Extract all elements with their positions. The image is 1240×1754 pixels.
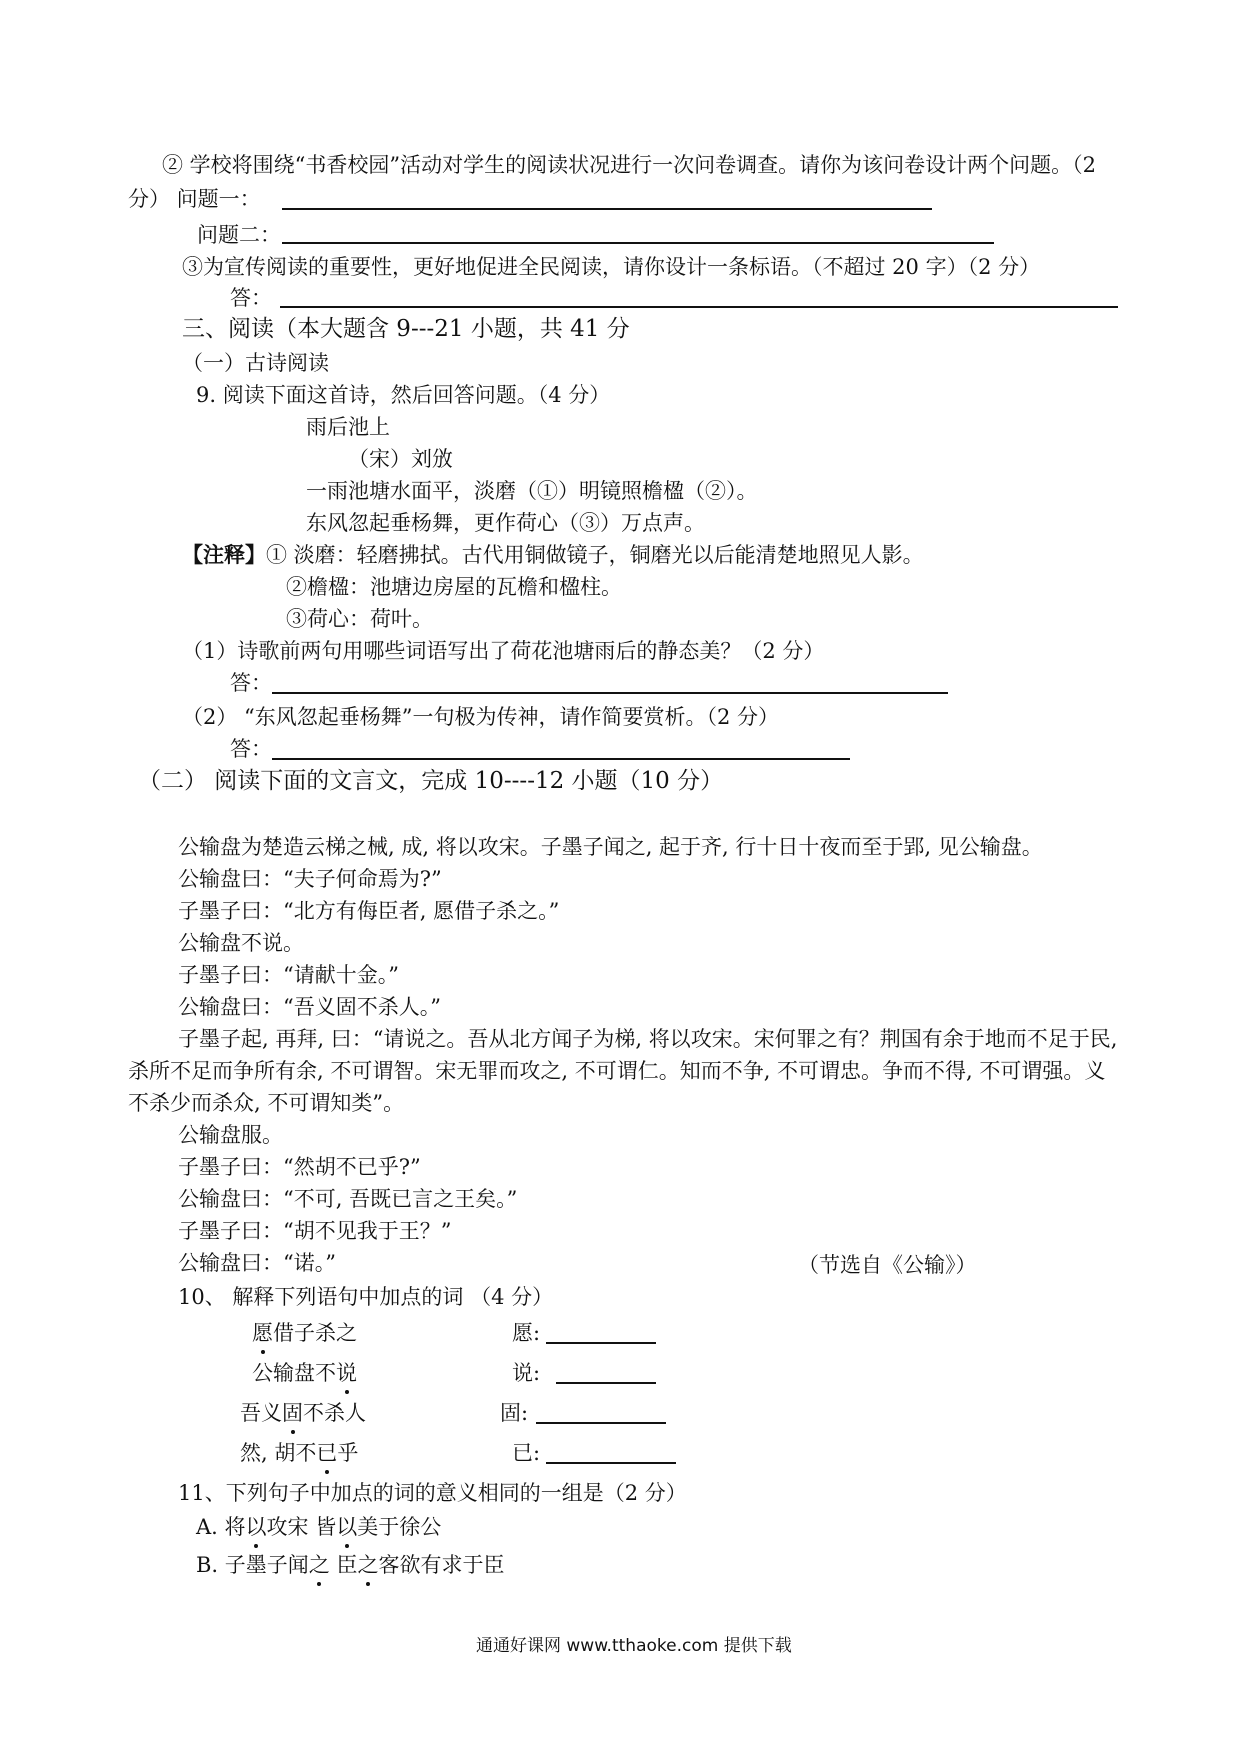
q11-a-post: 美于徐公 (357, 1515, 442, 1539)
q11-a-dotted-word-1: 以 (246, 1512, 267, 1542)
question-9-1-answer-label: 答： (230, 671, 272, 695)
poem-line-2: 东风忽起垂杨舞，更作荷心（③）万点声。 (306, 511, 705, 535)
passage-p6: 公输盘曰：“吾义固不杀人。” (178, 995, 441, 1019)
passage-p3: 子墨子曰：“北方有侮臣者, 愿借子杀之。” (178, 899, 560, 923)
question-2-line2: 分） 问题一： (128, 187, 261, 211)
passage-p4: 公输盘不说。 (178, 931, 304, 955)
answer-line-q2 (282, 242, 994, 244)
q10-item-3-dotted-word: 固 (282, 1398, 303, 1428)
q11-b-post: 客欲有求于臣 (378, 1553, 505, 1577)
q10-item-1-dotted-word: 愿 (252, 1318, 273, 1348)
question-3: ③为宣传阅读的重要性，更好地促进全民阅读，请你设计一条标语。（不超过 20 字）（2 分） (182, 255, 1041, 279)
answer-line-q1 (282, 208, 932, 210)
passage-p7-line1: 子墨子起, 再拜, 曰：“请说之。吾从北方闻子为梯, 将以攻宋。宋何罪之有？荆国有余于地而不足于民, (178, 1027, 1118, 1051)
passage-p7-line3: 不杀少而杀众, 不可谓知类”。 (128, 1091, 405, 1115)
q11-option-a (196, 1512, 441, 1542)
part-1-heading: （一）古诗阅读 (182, 351, 329, 375)
q10-item-4-pre: 然, 胡不 (240, 1441, 317, 1465)
passage-p12: 公输盘曰：“诺。” (178, 1251, 336, 1275)
passage-p2: 公输盘曰：“夫子何命焉为?” (178, 867, 442, 891)
note-3: ③荷心：荷叶。 (286, 607, 433, 631)
q11-a-pre: A. 将 (196, 1515, 246, 1539)
passage-p11: 子墨子曰：“胡不见我于王？” (178, 1219, 452, 1243)
part-2-heading: （二） 阅读下面的文言文，完成 10----12 小题（10 分） (138, 768, 724, 794)
passage-p8: 公输盘服。 (178, 1123, 283, 1147)
question-10: 10、 解释下列语句中加点的词 （4 分） (178, 1285, 554, 1309)
q10-item-4-label: 已: (512, 1441, 541, 1465)
q10-item-3 (240, 1398, 366, 1428)
q10-item-4 (240, 1438, 358, 1468)
q10-item-2-dotted-word: 说 (336, 1358, 357, 1388)
poem-line-1: 一雨池塘水面平，淡磨（①）明镜照檐楹（②）。 (306, 479, 758, 503)
q10-item-3-pre: 吾义 (240, 1401, 282, 1425)
passage-p10: 公输盘曰：“不可, 吾既已言之王矣。” (178, 1187, 518, 1211)
passage-p7-line2: 杀所不足而争所有余, 不可谓智。宋无罪而攻之, 不可谓仁。知而不争, 不可谓忠。争而不得, 不可谓强。义 (128, 1059, 1106, 1083)
q10-answer-line-3 (536, 1422, 666, 1424)
q10-item-4-post: 乎 (337, 1441, 359, 1465)
q11-a-mid: 攻宋 皆 (266, 1515, 337, 1539)
answer-line-9-2 (272, 758, 850, 760)
poem-title: 雨后池上 (306, 415, 390, 439)
q10-item-3-label: 固: (500, 1401, 529, 1425)
q10-answer-line-1 (546, 1342, 656, 1344)
q10-item-3-post: 不杀人 (303, 1401, 366, 1425)
note-2: ②檐楹：池塘边房屋的瓦檐和楹柱。 (286, 575, 622, 599)
question-11: 11、下列句子中加点的词的意义相同的一组是（2 分） (178, 1481, 687, 1505)
q10-item-1-post: 借子杀之 (273, 1321, 357, 1345)
q11-option-b (196, 1550, 504, 1580)
q10-answer-line-4 (546, 1462, 676, 1464)
notes-label: 【注释】 (182, 542, 266, 567)
q10-item-2-label: 说: (512, 1361, 541, 1385)
q11-b-pre: B. 子墨子闻 (196, 1553, 309, 1577)
q11-b-mid: 臣 (329, 1553, 358, 1577)
note-1: ① 淡磨：轻磨拂拭。古代用铜做镜子，铜磨光以后能清楚地照见人影。 (266, 543, 924, 567)
passage-p9: 子墨子曰：“然胡不已乎?” (178, 1155, 421, 1179)
q10-item-4-dotted-word: 已 (316, 1438, 337, 1468)
q10-answer-line-2 (556, 1382, 656, 1384)
passage-p1: 公输盘为楚造云梯之械, 成, 将以攻宋。子墨子闻之, 起于齐, 行十日十夜而至于郢, 见公输盘。 (178, 835, 1043, 859)
question-3-answer-label: 答： (230, 286, 272, 310)
q11-a-dotted-word-2: 以 (336, 1512, 357, 1542)
page-footer: 通通好课网 www.tthaoke.com 提供下载 (476, 1636, 792, 1656)
passage-source: （节选自《公输》） (798, 1253, 977, 1277)
q10-item-2-pre: 公输盘不 (252, 1361, 336, 1385)
passage-p5: 子墨子曰：“请献十金。” (178, 963, 399, 987)
answer-line-9-1 (272, 692, 948, 694)
question-9-1: （1）诗歌前两句用哪些词语写出了荷花池塘雨后的静态美？（2 分） (182, 639, 825, 663)
q10-item-1 (252, 1318, 357, 1348)
question-2-line3: 问题二： (197, 223, 281, 247)
question-9: 9. 阅读下面这首诗，然后回答问题。（4 分） (196, 383, 611, 407)
poem-author: （宋）刘攽 (348, 447, 453, 471)
question-9-2-answer-label: 答： (230, 737, 272, 761)
notes-row-1 (182, 540, 924, 570)
answer-line-slogan (280, 306, 1118, 308)
q10-item-2 (252, 1358, 357, 1388)
q11-b-dotted-word-2: 之 (357, 1550, 378, 1580)
q10-item-1-label: 愿: (512, 1321, 541, 1345)
question-2-line1: ② 学校将围绕“书香校园”活动对学生的阅读状况进行一次问卷调查。请你为该问卷设计两个问题。（2 (162, 153, 1097, 177)
q11-b-dotted-word-1: 之 (309, 1550, 330, 1580)
section-title: 三、阅读（本大题含 9---21 小题，共 41 分 (182, 316, 630, 342)
question-9-2: （2） “东风忽起垂杨舞”一句极为传神，请作简要赏析。（2 分） (182, 705, 780, 729)
